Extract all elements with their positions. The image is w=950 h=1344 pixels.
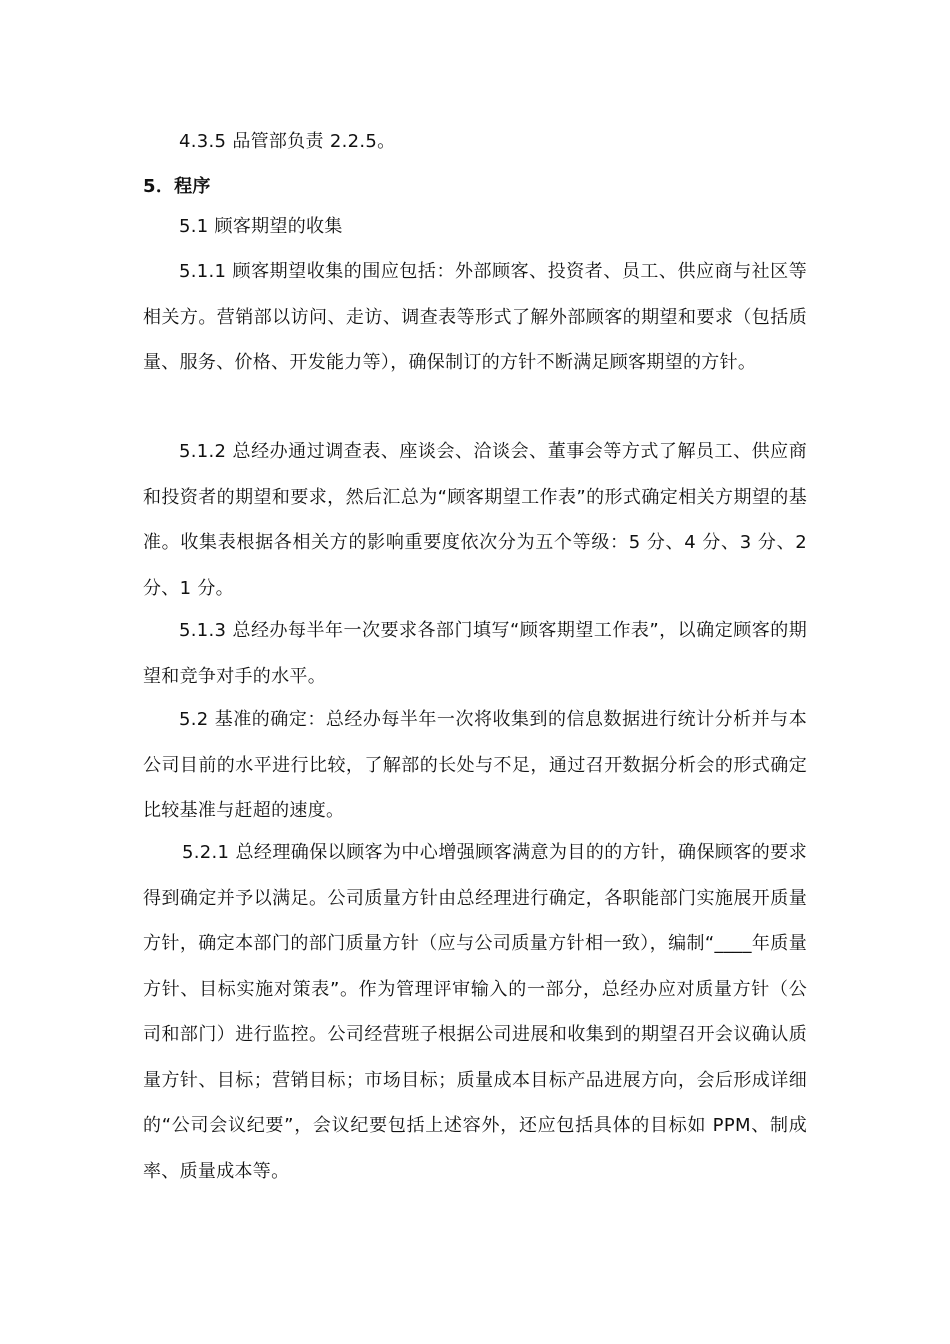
paragraph-4-3-5: 4.3.5 品管部负责 2.2.5。	[179, 131, 396, 152]
paragraph-5-1-3: 5.1.3 总经办每半年一次要求各部门填写“顾客期望工作表”，以确定顾客的期望和竞争对手的水平。	[143, 620, 807, 687]
paragraph-5-1: 5.1 顾客期望的收集	[179, 216, 343, 237]
section-heading-5: 5．程序	[143, 176, 211, 197]
paragraph-5-1-1: 5.1.1 顾客期望收集的围应包括：外部顾客、投资者、员工、供应商与社区等相关方。营销部以访问、走访、调查表等形式了解外部顾客的期望和要求（包括质量、服务、价格、开发能力等），确保制订的方针不断满足顾客期望的方针。	[143, 261, 807, 373]
paragraph-5-1-2: 5.1.2 总经办通过调查表、座谈会、洽谈会、董事会等方式了解员工、供应商和投资者的期望和要求，然后汇总为“顾客期望工作表”的形式确定相关方期望的基准。收集表根据各相关方的影响重要度依次分为五个等级：5 分、4 分、3 分、2 分、1 分。	[143, 441, 807, 599]
paragraph-5-2-1: 5.2.1 总经理确保以顾客为中心增强顾客满意为目的的方针，确保顾客的要求得到确定并予以满足。公司质量方针由总经理进行确定，各职能部门实施展开质量方针，确定本部门的部门质量方针（应与公司质量方针相一致），编制“____年质量方针、目标实施对策表”。作为管理评审输入的一部分，总经办应对质量方针（公司和部门）进行监控。公司经营班子根据公司进展和收集到的期望召开会议确认质量方针、目标；营销目标；市场目标；质量成本目标产品进展方向，会后形成详细的“公司会议纪要”，会议纪要包括上述容外，还应包括具体的目标如 PPM、制成率、质量成本等。	[143, 842, 807, 1182]
paragraph-5-2: 5.2 基准的确定：总经办每半年一次将收集到的信息数据进行统计分析并与本公司目前的水平进行比较，了解部的长处与不足，通过召开数据分析会的形式确定比较基准与赶超的速度。	[143, 709, 807, 821]
